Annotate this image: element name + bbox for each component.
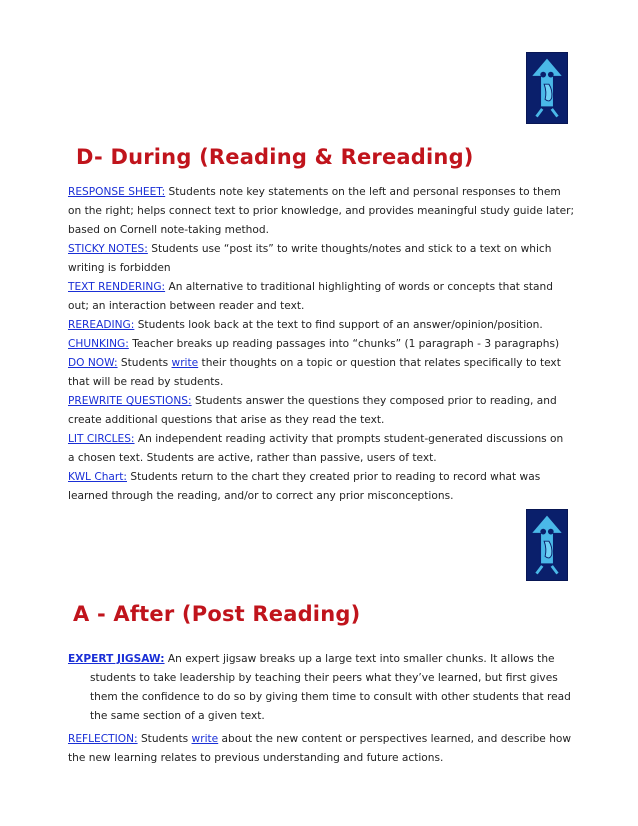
write-link[interactable]: write (191, 733, 219, 745)
item-text: An alternative to traditional highlighting of words or concepts that stand (165, 281, 553, 293)
list-item (68, 183, 578, 202)
item-text: based on Cornell note-taking method. (68, 224, 269, 236)
during-strategies (68, 183, 578, 506)
during-heading: D- During (Reading & Rereading) (76, 145, 474, 169)
after-heading: A - After (Post Reading) (73, 602, 361, 626)
clipart-icon (527, 53, 567, 123)
item-text: the new learning relates to previous understanding and future actions. (68, 752, 444, 764)
term-link[interactable]: TEXT RENDERING: (68, 281, 166, 293)
term-link[interactable]: REREADING: (68, 319, 135, 331)
item-text: students to take leadership by teaching their peers what they’ve learned, but first gives (90, 672, 558, 684)
item-text: on the right; helps connect text to prior knowledge, and provides meaningful study guide later; (68, 205, 575, 217)
list-item (68, 468, 578, 487)
item-text: Students answer the questions they composed prior to reading, and (191, 395, 557, 407)
arrow-bird-clipart-bottom (526, 509, 568, 581)
list-item (68, 354, 578, 373)
list-item (68, 392, 578, 411)
list-item (68, 335, 578, 354)
item-text: about the new content or perspectives learned, and describe how (218, 733, 572, 745)
item-text: a chosen text. Students are active, rather than passive, users of text. (68, 452, 437, 464)
item-text: Students look back at the text to find support of an answer/opinion/position. (134, 319, 543, 331)
term-link[interactable]: CHUNKING: (68, 338, 129, 350)
item-text: learned through the reading, and/or to correct any prior misconceptions. (68, 490, 454, 502)
clipart-icon (527, 510, 567, 580)
item-text: An independent reading activity that prompts student-generated discussions on (134, 433, 564, 445)
item-text: An expert jigsaw breaks up a large text into smaller chunks. It allows the (164, 653, 555, 665)
item-text: writing is forbidden (68, 262, 171, 274)
item-text: them the confidence to do so by giving them time to consult with other students that read (90, 691, 571, 703)
term-link[interactable]: LIT CIRCLES: (68, 433, 135, 445)
list-item (68, 240, 578, 259)
list-item (68, 730, 578, 749)
item-text: the same section of a given text. (90, 710, 265, 722)
item-text: that will be read by students. (68, 376, 224, 388)
arrow-bird-clipart-top (526, 52, 568, 124)
list-item (68, 650, 578, 669)
item-text: Students (117, 357, 172, 369)
after-strategies (68, 650, 578, 768)
item-text: create additional questions that arise as they read the text. (68, 414, 385, 426)
term-link[interactable]: KWL Chart: (68, 471, 127, 483)
term-link[interactable]: RESPONSE SHEET: (68, 186, 166, 198)
item-text: Students use “post its” to write thoughts/notes and stick to a text on which (147, 243, 552, 255)
item-text: Students (137, 733, 192, 745)
item-text: out; an interaction between reader and text. (68, 300, 305, 312)
term-link[interactable]: DO NOW: (68, 357, 118, 369)
item-text: Teacher breaks up reading passages into “chunks” (1 paragraph - 3 paragraphs) (128, 338, 560, 350)
item-text: Students note key statements on the left and personal responses to them (165, 186, 561, 198)
term-link[interactable]: REFLECTION: (68, 733, 138, 745)
list-item (68, 316, 578, 335)
item-text: Students return to the chart they created prior to reading to record what was (127, 471, 541, 483)
list-item (68, 278, 578, 297)
term-link[interactable]: EXPERT JIGSAW: (68, 653, 165, 665)
list-item (68, 430, 578, 449)
term-link[interactable]: STICKY NOTES: (68, 243, 148, 255)
write-link[interactable]: write (171, 357, 199, 369)
item-text: their thoughts on a topic or question that relates specifically to text (198, 357, 561, 369)
term-link[interactable]: PREWRITE QUESTIONS: (68, 395, 192, 407)
